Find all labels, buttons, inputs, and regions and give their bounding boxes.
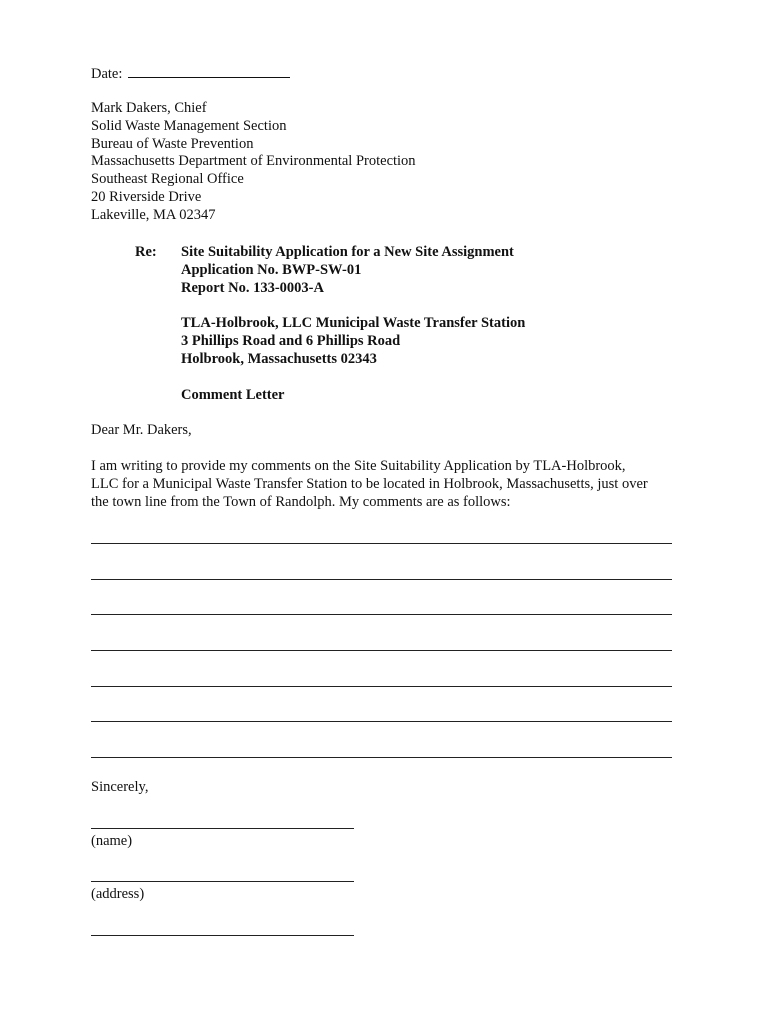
salutation: Dear Mr. Dakers, — [91, 422, 192, 438]
recipient-line: Southeast Regional Office — [91, 171, 244, 188]
name-label: (name) — [91, 833, 133, 849]
re-block — [181, 244, 525, 405]
re-line: Report No. 133-0003-A — [181, 279, 324, 296]
recipient-address — [91, 100, 416, 225]
comment-line[interactable] — [91, 614, 672, 615]
address-signature-line[interactable] — [91, 881, 354, 882]
body-line: the town line from the Town of Randolph. My comments are as follows: — [91, 493, 511, 510]
comment-line[interactable] — [91, 579, 672, 580]
recipient-line: Massachusetts Department of Environmental Protection — [91, 153, 416, 170]
comment-line[interactable] — [91, 757, 672, 758]
comment-line[interactable] — [91, 543, 672, 544]
recipient-line: Bureau of Waste Prevention — [91, 135, 254, 152]
date-blank-line[interactable] — [128, 64, 290, 78]
re-line: TLA-Holbrook, LLC Municipal Waste Transfer Station — [181, 315, 526, 332]
body-line: I am writing to provide my comments on the Site Suitability Application by TLA-Holbrook, — [91, 458, 626, 474]
recipient-line: 20 Riverside Drive — [91, 188, 202, 205]
re-line: 3 Phillips Road and 6 Phillips Road — [181, 333, 401, 350]
recipient-line: Solid Waste Management Section — [91, 117, 287, 134]
comment-line[interactable] — [91, 721, 672, 722]
re-subject: Comment Letter — [181, 386, 285, 403]
name-signature-line[interactable] — [91, 828, 354, 829]
date-label: Date: — [91, 66, 123, 82]
comment-line[interactable] — [91, 650, 672, 651]
address-continuation-line[interactable] — [91, 935, 354, 936]
address-label: (address) — [91, 886, 145, 902]
closing: Sincerely, — [91, 779, 149, 795]
body-paragraph — [91, 458, 681, 511]
recipient-line: Lakeville, MA 02347 — [91, 206, 216, 223]
re-line: Application No. BWP-SW-01 — [181, 261, 362, 278]
comment-line[interactable] — [91, 686, 672, 687]
body-line: LLC for a Municipal Waste Transfer Station to be located in Holbrook, Massachusetts, just over — [91, 475, 648, 492]
re-label: Re: — [135, 244, 157, 260]
recipient-line: Mark Dakers, Chief — [91, 100, 207, 116]
date-field — [91, 64, 290, 84]
re-line: Holbrook, Massachusetts 02343 — [181, 350, 377, 367]
re-line: Site Suitability Application for a New Site Assignment — [181, 244, 514, 260]
